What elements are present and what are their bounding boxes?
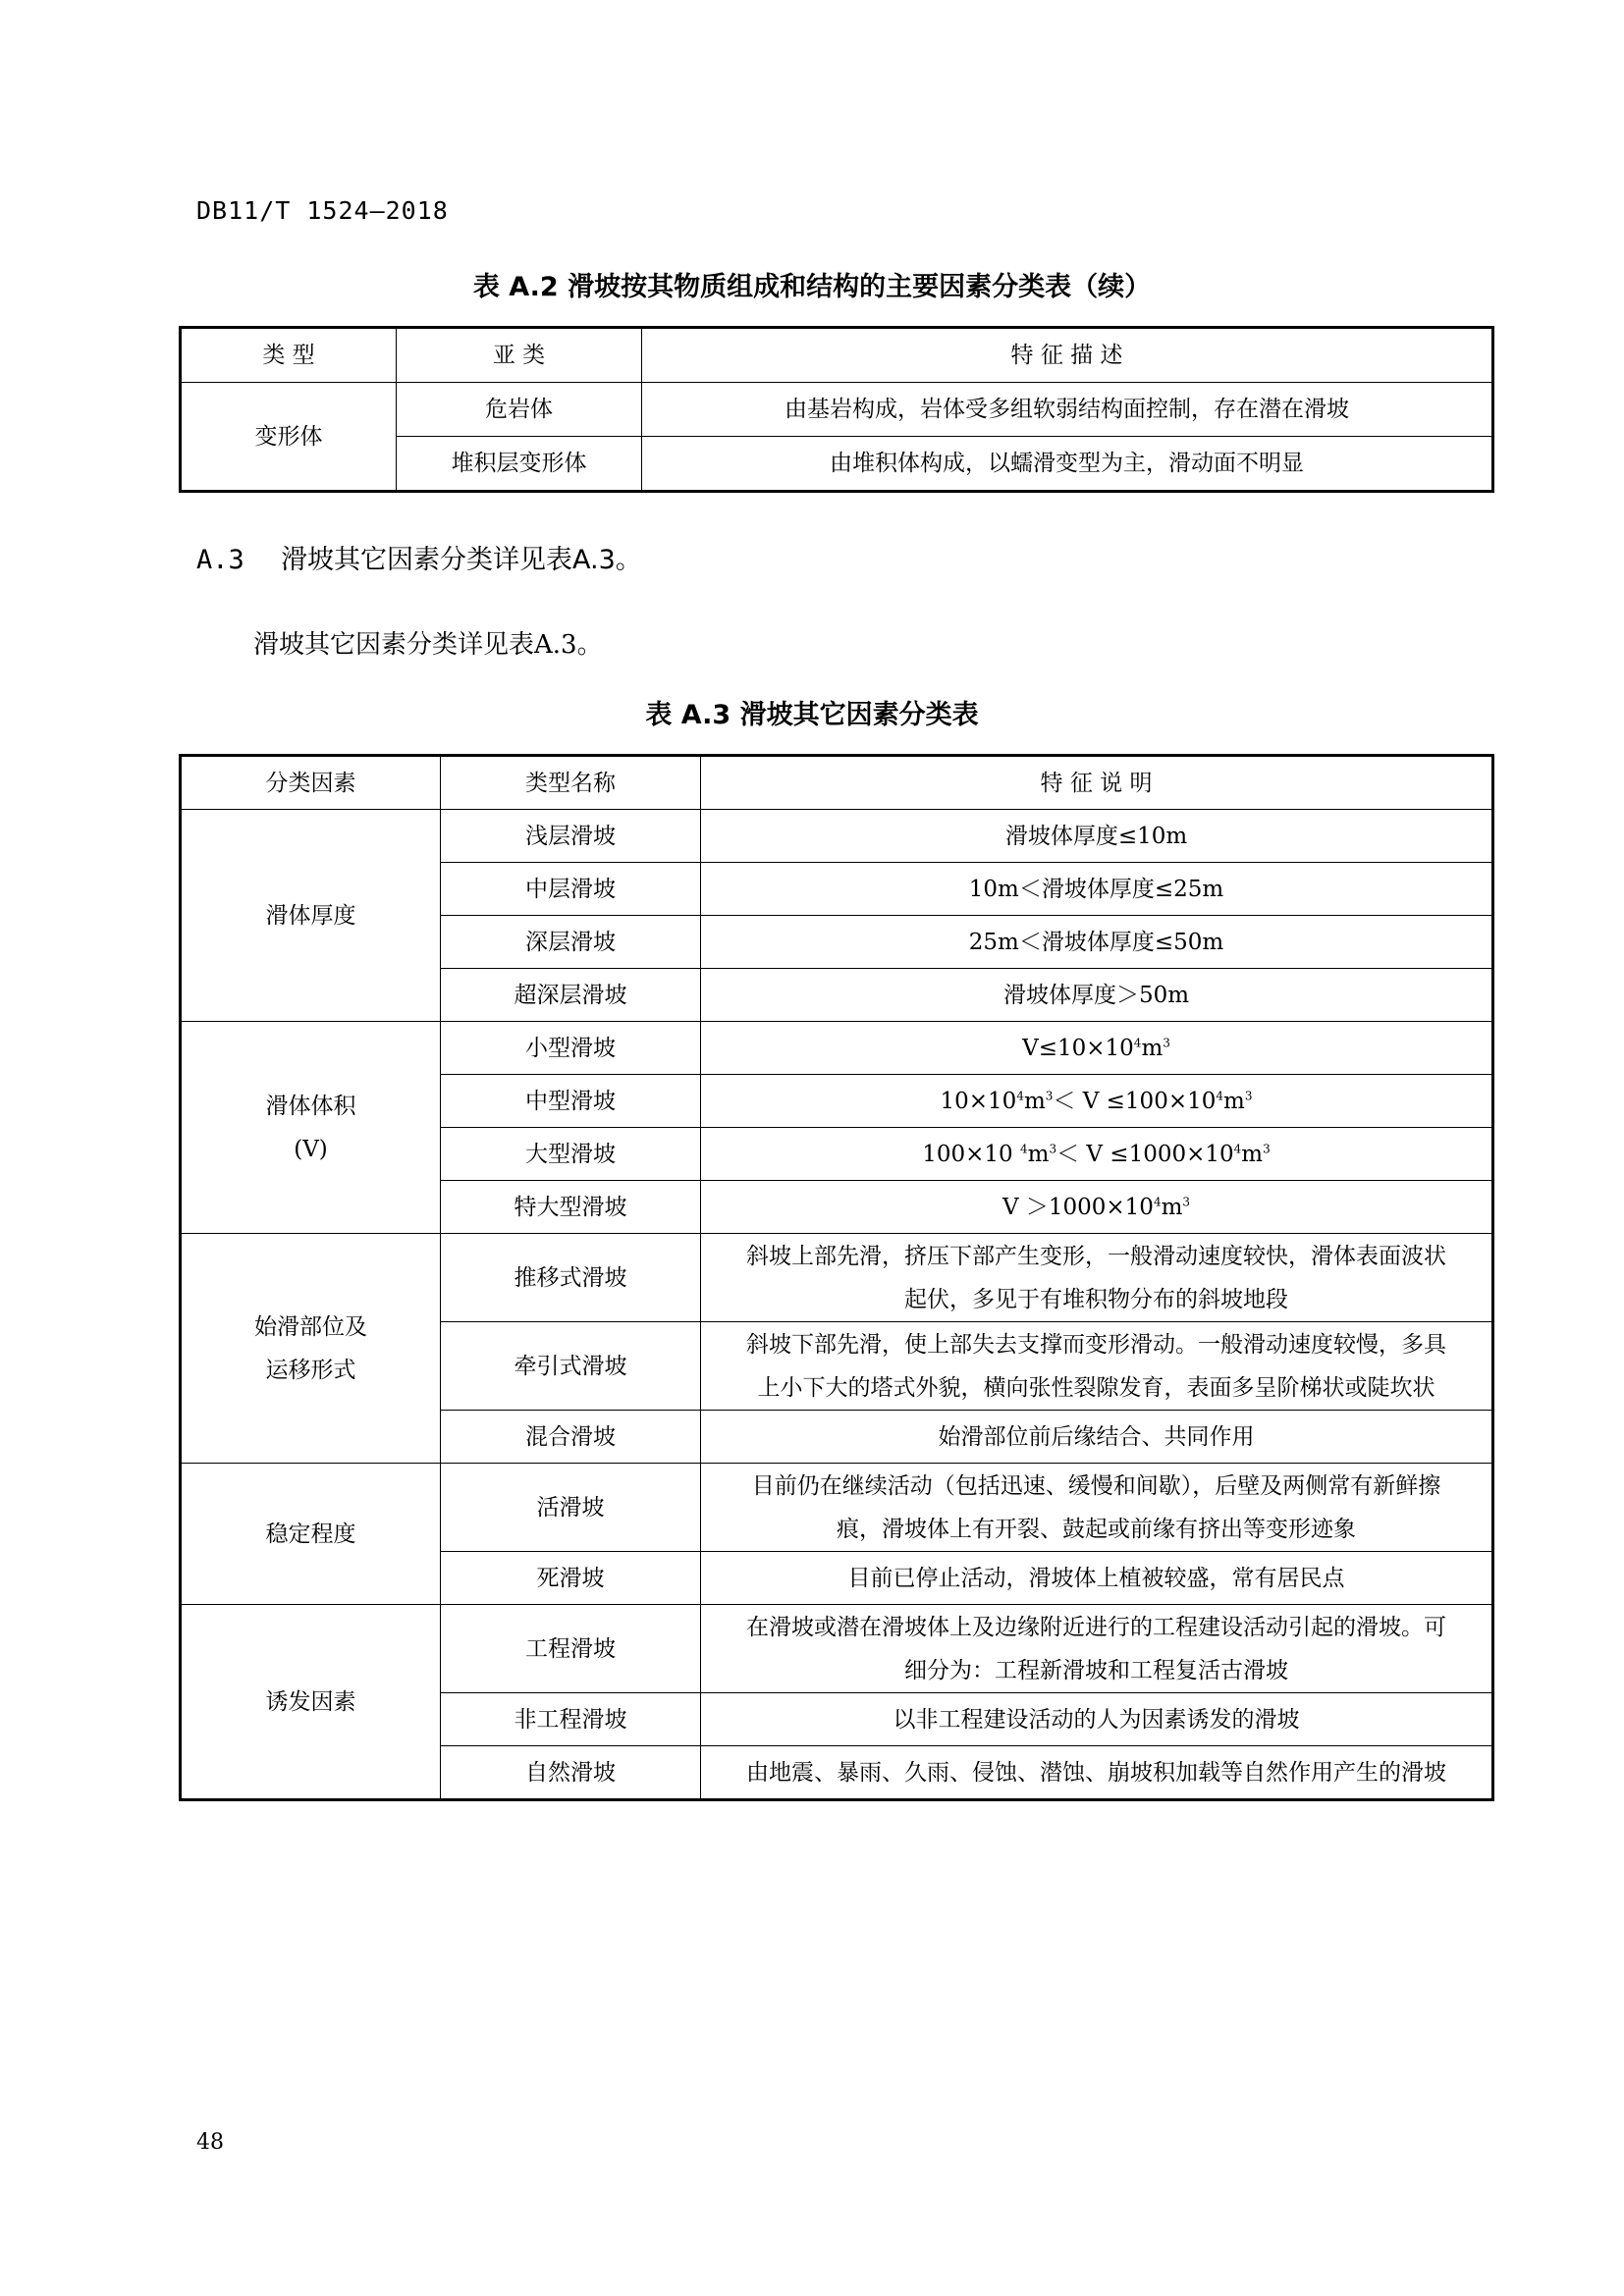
desc-cell: 由地震、暴雨、久雨、侵蚀、潜蚀、崩坡积加载等自然作用产生的滑坡 <box>701 1746 1493 1800</box>
table-row <box>181 810 1493 863</box>
header-cell: 类型名称 <box>441 756 701 810</box>
type-cell: 推移式滑坡 <box>441 1234 701 1322</box>
desc-cell: $10\times 10^4m^3< V \le 100\times 10^4m^3$ <box>701 1075 1493 1128</box>
desc-cell: 10m＜滑坡体厚度≤25m <box>701 863 1493 916</box>
table-row <box>181 1464 1493 1552</box>
desc-cell: 目前已停止活动，滑坡体上植被较盛，常有居民点 <box>701 1552 1493 1605</box>
desc-cell: $V >1000\times 10^4m^3$ <box>701 1181 1493 1234</box>
factor-cell: 稳定程度 <box>181 1464 441 1605</box>
header-cell: 亚 类 <box>397 328 642 383</box>
type-cell: 特大型滑坡 <box>441 1181 701 1234</box>
group-cell: 变形体 <box>181 383 397 492</box>
desc-cell: 斜坡下部先滑，使上部失去支撑而变形滑动。一般滑动速度较慢，多具 上小下大的塔式外貌，横向张性裂隙发育，表面多呈阶梯状或陡坎状 <box>701 1322 1493 1411</box>
desc-cell: 以非工程建设活动的人为因素诱发的滑坡 <box>701 1693 1493 1746</box>
type-cell: 死滑坡 <box>441 1552 701 1605</box>
type-cell: 中型滑坡 <box>441 1075 701 1128</box>
factor-line: 始滑部位及 <box>254 1313 367 1340</box>
desc-cell: 25m＜滑坡体厚度≤50m <box>701 916 1493 969</box>
section-heading <box>196 538 642 576</box>
table-header-row <box>181 756 1493 810</box>
factor-cell: 诱发因素 <box>181 1605 441 1800</box>
table-row <box>181 1022 1493 1075</box>
table-a2-title: 表 A.2 滑坡按其物质组成和结构的主要因素分类表（续） <box>472 272 1152 302</box>
header-cell: 特 征 说 明 <box>701 756 1493 810</box>
type-cell: 活滑坡 <box>441 1464 701 1552</box>
table-a3-title: 表 A.3 滑坡其它因素分类表 <box>645 700 979 730</box>
section-title: 滑坡其它因素分类详见表A.3。 <box>281 545 642 575</box>
desc-cell: 滑坡体厚度＞50m <box>701 969 1493 1022</box>
type-cell: 大型滑坡 <box>441 1128 701 1181</box>
standard-code: DB11/T 1524—2018 <box>196 196 449 225</box>
table-row <box>181 1234 1493 1322</box>
table-row <box>181 1605 1493 1693</box>
desc-cell: $V\le 10\times 10^4m^3$ <box>701 1022 1493 1075</box>
desc-cell: 目前仍在继续活动（包括迅速、缓慢和间歇），后壁及两侧常有新鲜擦 痕，滑坡体上有开裂、鼓起或前缘有挤出等变形迹象 <box>701 1464 1493 1552</box>
type-cell: 深层滑坡 <box>441 916 701 969</box>
desc-cell: 100×10 $^4m^3< V \le 1000\times 10^4m^3$ <box>701 1128 1493 1181</box>
page-number: 48 <box>196 2130 224 2155</box>
desc-cell: 始滑部位前后缘结合、共同作用 <box>701 1411 1493 1464</box>
header-cell: 分类因素 <box>181 756 441 810</box>
factor-cell <box>181 1234 441 1464</box>
type-cell: 牵引式滑坡 <box>441 1322 701 1411</box>
type-cell: 小型滑坡 <box>441 1022 701 1075</box>
type-cell: 超深层滑坡 <box>441 969 701 1022</box>
factor-line: 滑体体积 <box>265 1093 356 1119</box>
table-a3 <box>179 754 1494 1801</box>
type-cell: 浅层滑坡 <box>441 810 701 863</box>
desc-cell: 由堆积体构成，以蠕滑变型为主，滑动面不明显 <box>642 437 1493 492</box>
subtype-cell: 危岩体 <box>397 383 642 437</box>
type-cell: 中层滑坡 <box>441 863 701 916</box>
desc-cell: 滑坡体厚度≤10m <box>701 810 1493 863</box>
factor-line: 运移形式 <box>265 1357 356 1383</box>
paragraph: 滑坡其它因素分类详见表A.3。 <box>253 630 603 660</box>
table-header-row <box>181 328 1493 383</box>
table-a2 <box>179 326 1494 493</box>
factor-line: (V) <box>294 1136 328 1162</box>
type-cell: 非工程滑坡 <box>441 1693 701 1746</box>
factor-cell: 滑体厚度 <box>181 810 441 1022</box>
section-number: A.3 <box>196 545 244 575</box>
type-cell: 自然滑坡 <box>441 1746 701 1800</box>
type-cell: 混合滑坡 <box>441 1411 701 1464</box>
desc-cell: 由基岩构成，岩体受多组软弱结构面控制，存在潜在滑坡 <box>642 383 1493 437</box>
subtype-cell: 堆积层变形体 <box>397 437 642 492</box>
header-cell: 类 型 <box>181 328 397 383</box>
desc-cell: 斜坡上部先滑，挤压下部产生变形，一般滑动速度较快，滑体表面波状 起伏，多见于有堆积物分布的斜坡地段 <box>701 1234 1493 1322</box>
header-cell: 特 征 描 述 <box>642 328 1493 383</box>
type-cell: 工程滑坡 <box>441 1605 701 1693</box>
table-row <box>181 383 1493 437</box>
factor-cell <box>181 1022 441 1234</box>
desc-cell: 在滑坡或潜在滑坡体上及边缘附近进行的工程建设活动引起的滑坡。可 细分为：工程新滑坡和工程复活古滑坡 <box>701 1605 1493 1693</box>
